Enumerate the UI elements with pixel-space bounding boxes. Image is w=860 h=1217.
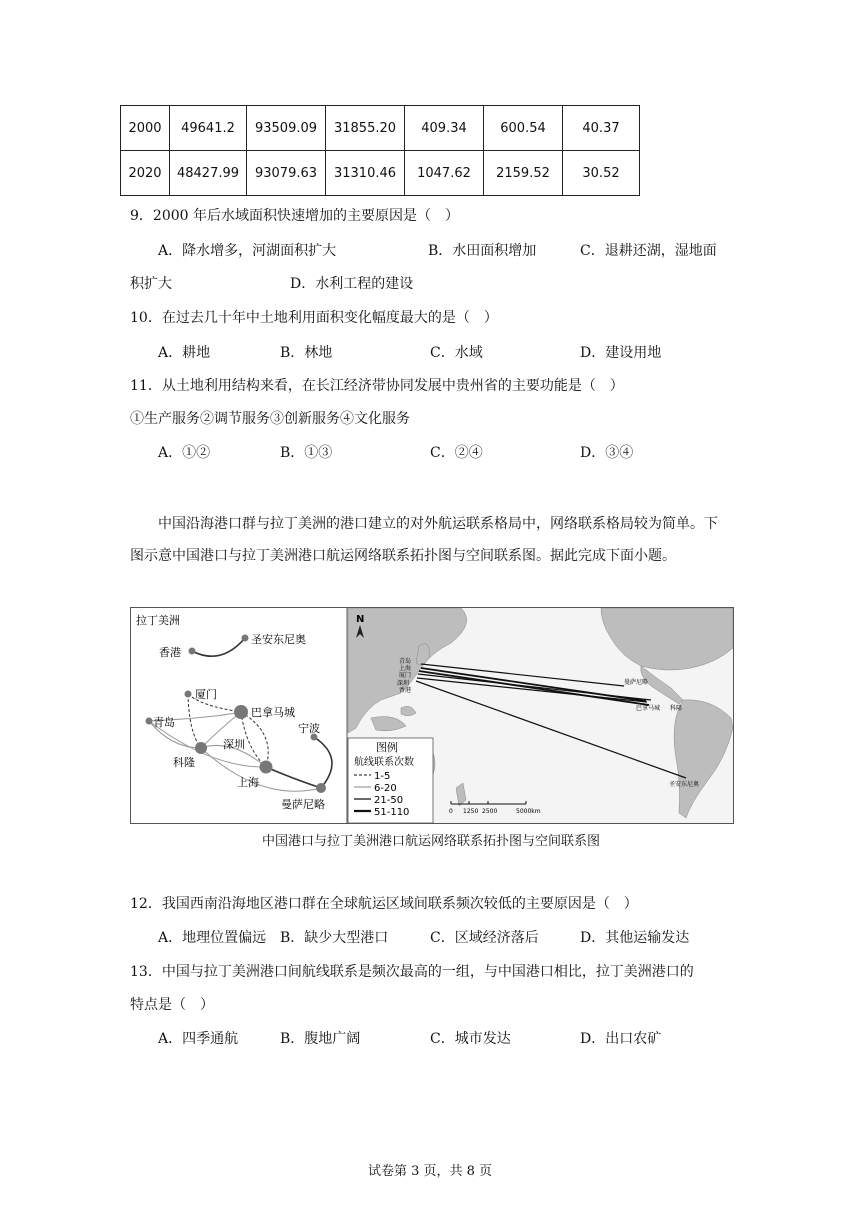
q9-option-c-continued: 积扩大 <box>130 276 172 292</box>
table-cell: 409.34 <box>405 106 484 151</box>
question-13-stem: 13．中国与拉丁美洲港口间航线联系是频次最高的一组，与中国港口相比，拉丁美洲港口的 <box>130 964 694 980</box>
question-11-items: ①生产服务②调节服务③创新服务④文化服务 <box>130 411 410 427</box>
label-manzanillo: 曼萨尼略 <box>281 798 325 811</box>
table-cell: 30.52 <box>563 151 640 196</box>
north-arrow-label: N <box>356 614 365 625</box>
label-qingdao: 青岛 <box>153 716 175 729</box>
table-row <box>121 106 640 151</box>
table-cell: 31310.46 <box>326 151 405 196</box>
q12-option-d[interactable]: D．其他运输发达 <box>580 930 690 946</box>
edge-xiamen-colon <box>188 694 201 748</box>
q13-option-c[interactable]: C．城市发达 <box>430 1031 511 1047</box>
page-footer: 试卷第 3 页，共 8 页 <box>367 1164 493 1179</box>
q13-option-b[interactable]: B．腹地广阔 <box>280 1031 361 1047</box>
table-cell: 2000 <box>121 106 170 151</box>
q11-option-c[interactable]: C．②④ <box>430 445 483 461</box>
table-cell: 40.37 <box>563 106 640 151</box>
label-colon: 科隆 <box>173 756 195 769</box>
q10-option-a[interactable]: A．耕地 <box>158 345 211 361</box>
table-cell: 93079.63 <box>247 151 326 196</box>
scale-label: 2500 <box>482 808 498 815</box>
scale-label: 5000km <box>516 808 541 815</box>
label-shenzhen: 深圳 <box>223 738 245 751</box>
question-9-stem: 9．2000 年后水域面积快速增加的主要原因是（ ） <box>130 208 459 224</box>
legend-item-1: 1-5 <box>374 771 391 782</box>
q12-option-b[interactable]: B．缺少大型港口 <box>280 930 389 946</box>
table-cell: 1047.62 <box>405 151 484 196</box>
label-hongkong: 香港 <box>159 646 181 659</box>
label-xiamen: 厦门 <box>195 688 217 701</box>
q11-option-a[interactable]: A．①② <box>158 445 211 461</box>
map-label-shenzhen: 深圳 <box>397 680 410 687</box>
q9-option-d[interactable]: D．水利工程的建设 <box>290 276 414 292</box>
map-label-hongkong: 香港 <box>399 687 412 694</box>
q10-option-b[interactable]: B．林地 <box>280 345 333 361</box>
figure-svg <box>131 608 733 823</box>
q12-option-c[interactable]: C．区域经济落后 <box>430 930 539 946</box>
legend-item-2: 6-20 <box>374 783 397 794</box>
map-label-shanghai: 上海 <box>399 665 412 672</box>
table-row <box>121 151 640 196</box>
edge-shanghai-manzanillo <box>266 767 321 788</box>
edge-hongkong-santos <box>192 638 245 656</box>
table-cell: 48427.99 <box>170 151 247 196</box>
label-shanghai: 上海 <box>237 776 259 789</box>
legend-subtitle: 航线联系次数 <box>354 757 414 768</box>
node-panama <box>234 705 248 719</box>
topology-title: 拉丁美洲 <box>136 614 180 627</box>
map-label-santos: 圣安东尼奥 <box>669 781 700 788</box>
table-cell: 93509.09 <box>247 106 326 151</box>
label-panama: 巴拿马城 <box>251 706 295 719</box>
q12-option-a[interactable]: A．地理位置偏远 <box>158 930 267 946</box>
q9-option-c[interactable]: C．退耕还湖，湿地面 <box>580 243 717 259</box>
port-network-figure <box>130 607 734 824</box>
map-label-manzanillo: 曼萨尼略 <box>624 679 649 686</box>
q13-option-d[interactable]: D．出口农矿 <box>580 1031 662 1047</box>
node-qingdao <box>146 718 153 725</box>
table-cell: 49641.2 <box>170 106 247 151</box>
intro-paragraph: 中国沿海港口群与拉丁美洲的港口建立的对外航运联系格局中，网络联系格局较为简单。下图示意中国港口与拉丁美洲港口航运网络联系拓扑图与空间联系图。据此完成下面小题。 <box>130 516 718 564</box>
question-13-stem-continued: 特点是（ ） <box>130 997 214 1013</box>
scale-label: 0 <box>449 808 453 815</box>
q11-option-b[interactable]: B．①③ <box>280 445 333 461</box>
table-cell: 2159.52 <box>484 151 563 196</box>
table-cell: 31855.20 <box>326 106 405 151</box>
legend-title: 图例 <box>376 741 398 754</box>
q9-option-b[interactable]: B．水田面积增加 <box>428 243 537 259</box>
node-xiamen <box>185 691 192 698</box>
question-12-stem: 12．我国西南沿海地区港口群在全球航运区域间联系频次较低的主要原因是（ ） <box>130 896 638 912</box>
label-ningbo: 宁波 <box>298 722 320 735</box>
node-manzanillo <box>316 783 326 793</box>
label-santos: 圣安东尼奥 <box>251 633 306 646</box>
land-use-table <box>120 105 640 196</box>
question-11-stem: 11．从土地利用结构来看，在长江经济带协同发展中贵州省的主要功能是（ ） <box>130 378 624 394</box>
table-cell: 2020 <box>121 151 170 196</box>
node-shanghai <box>260 761 273 774</box>
legend-item-3: 21-50 <box>374 795 404 806</box>
q10-option-c[interactable]: C．水域 <box>430 345 483 361</box>
legend-item-4: 51-110 <box>374 807 410 818</box>
map-label-colon: 科隆 <box>670 705 683 712</box>
map-label-qingdao: 青岛 <box>399 658 412 665</box>
figure-caption: 中国港口与拉丁美洲港口航运网络联系拓扑图与空间联系图 <box>261 834 600 849</box>
question-10-stem: 10．在过去几十年中土地利用面积变化幅度最大的是（ ） <box>130 310 498 326</box>
table-cell: 600.54 <box>484 106 563 151</box>
q10-option-d[interactable]: D．建设用地 <box>580 345 662 361</box>
node-colon <box>195 742 207 754</box>
node-santos <box>242 635 249 642</box>
node-hongkong <box>189 648 196 655</box>
map-label-xiamen: 厦门 <box>399 672 412 679</box>
q9-option-a[interactable]: A．降水增多，河湖面积扩大 <box>158 243 337 259</box>
map-label-panama: 巴拿马城 <box>636 705 661 712</box>
scale-label: 1250 <box>463 808 479 815</box>
q13-option-a[interactable]: A．四季通航 <box>158 1031 239 1047</box>
edge-manzanillo-ningbo <box>314 737 332 788</box>
q11-option-d[interactable]: D．③④ <box>580 445 634 461</box>
